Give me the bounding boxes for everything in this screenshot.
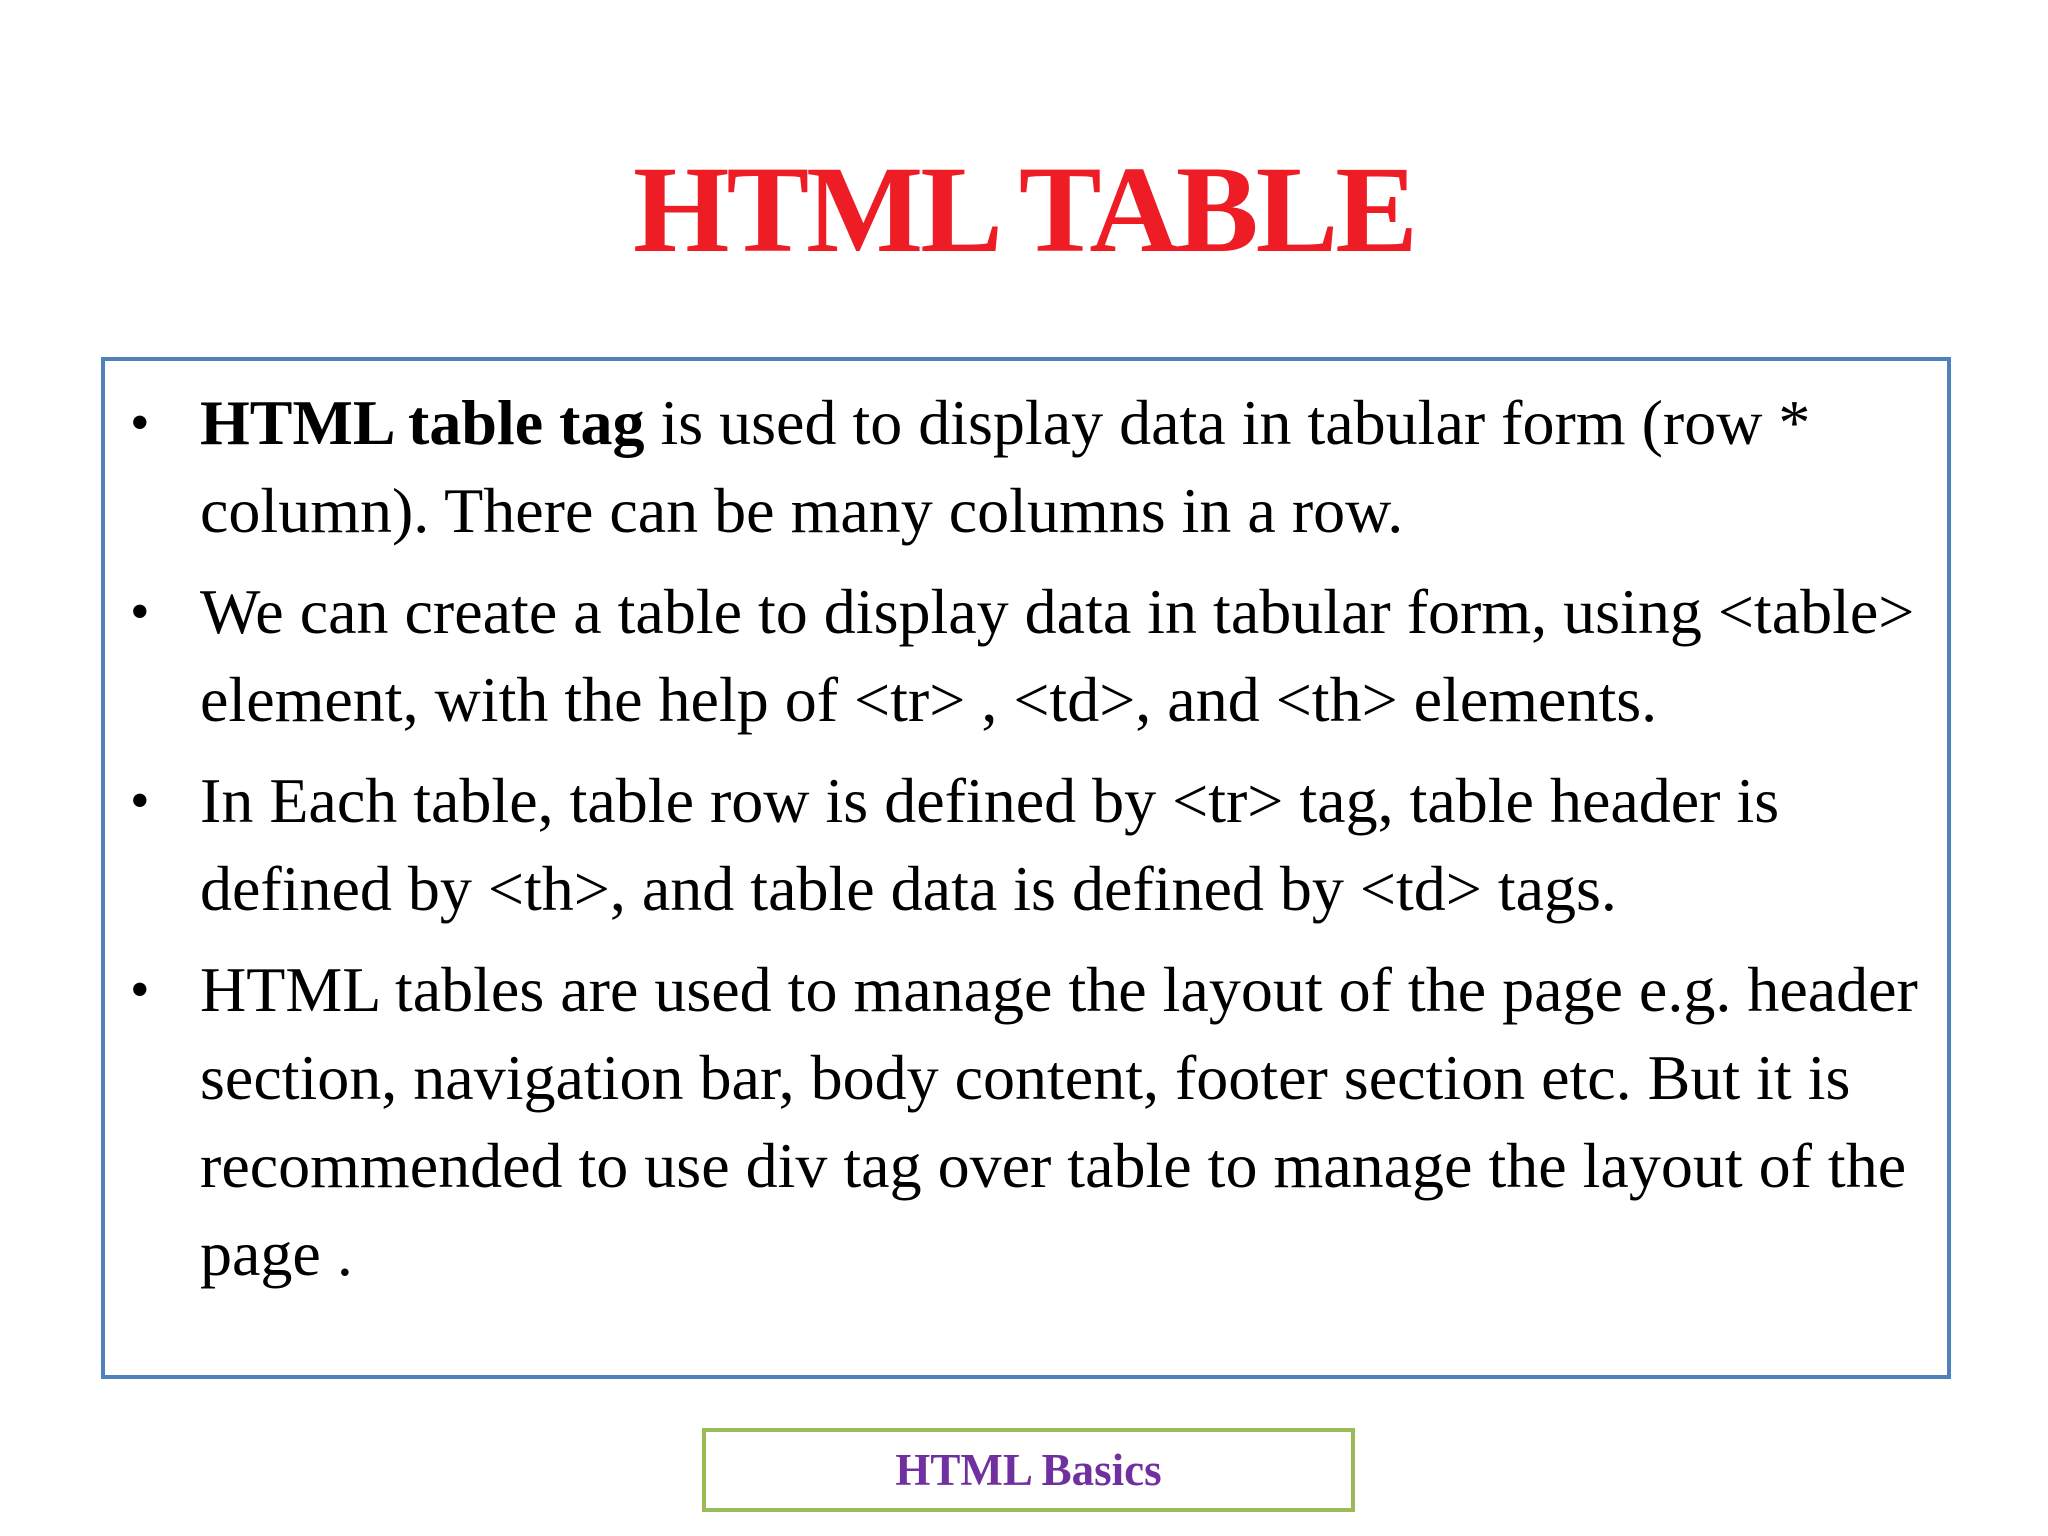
bullet-list xyxy=(130,379,1935,1311)
footer-label: HTML Basics xyxy=(895,1445,1162,1495)
bullet-item xyxy=(130,379,1935,555)
bullet-item xyxy=(130,946,1935,1298)
bullet-text: In Each table, table row is defined by <tr> tag, table header is defined by <th>, and table data is defined by <td> tags. xyxy=(200,765,1780,924)
slide-title: HTML TABLE xyxy=(633,141,1415,278)
content-box xyxy=(101,357,1951,1379)
bullet-icon: • xyxy=(130,392,150,454)
bullet-text: is used to display data in tabular form (row * column). There can be many columns in a row. xyxy=(200,387,1811,546)
bullet-lead: HTML table tag xyxy=(200,387,645,458)
bullet-item xyxy=(130,757,1935,933)
bullet-item xyxy=(130,568,1935,744)
bullet-text: HTML tables are used to manage the layout of the page e.g. header section, navigation bar, body content, footer section etc. But it is recommended to use div tag over table to manage the layout of the page . xyxy=(200,954,1918,1289)
footer-box xyxy=(702,1428,1355,1512)
bullet-text: We can create a table to display data in tabular form, using <table> element, with the help of <tr> , <td>, and <th> elements. xyxy=(200,576,1915,735)
bullet-icon: • xyxy=(130,770,150,832)
bullet-icon: • xyxy=(130,581,150,643)
bullet-icon: • xyxy=(130,959,150,1021)
